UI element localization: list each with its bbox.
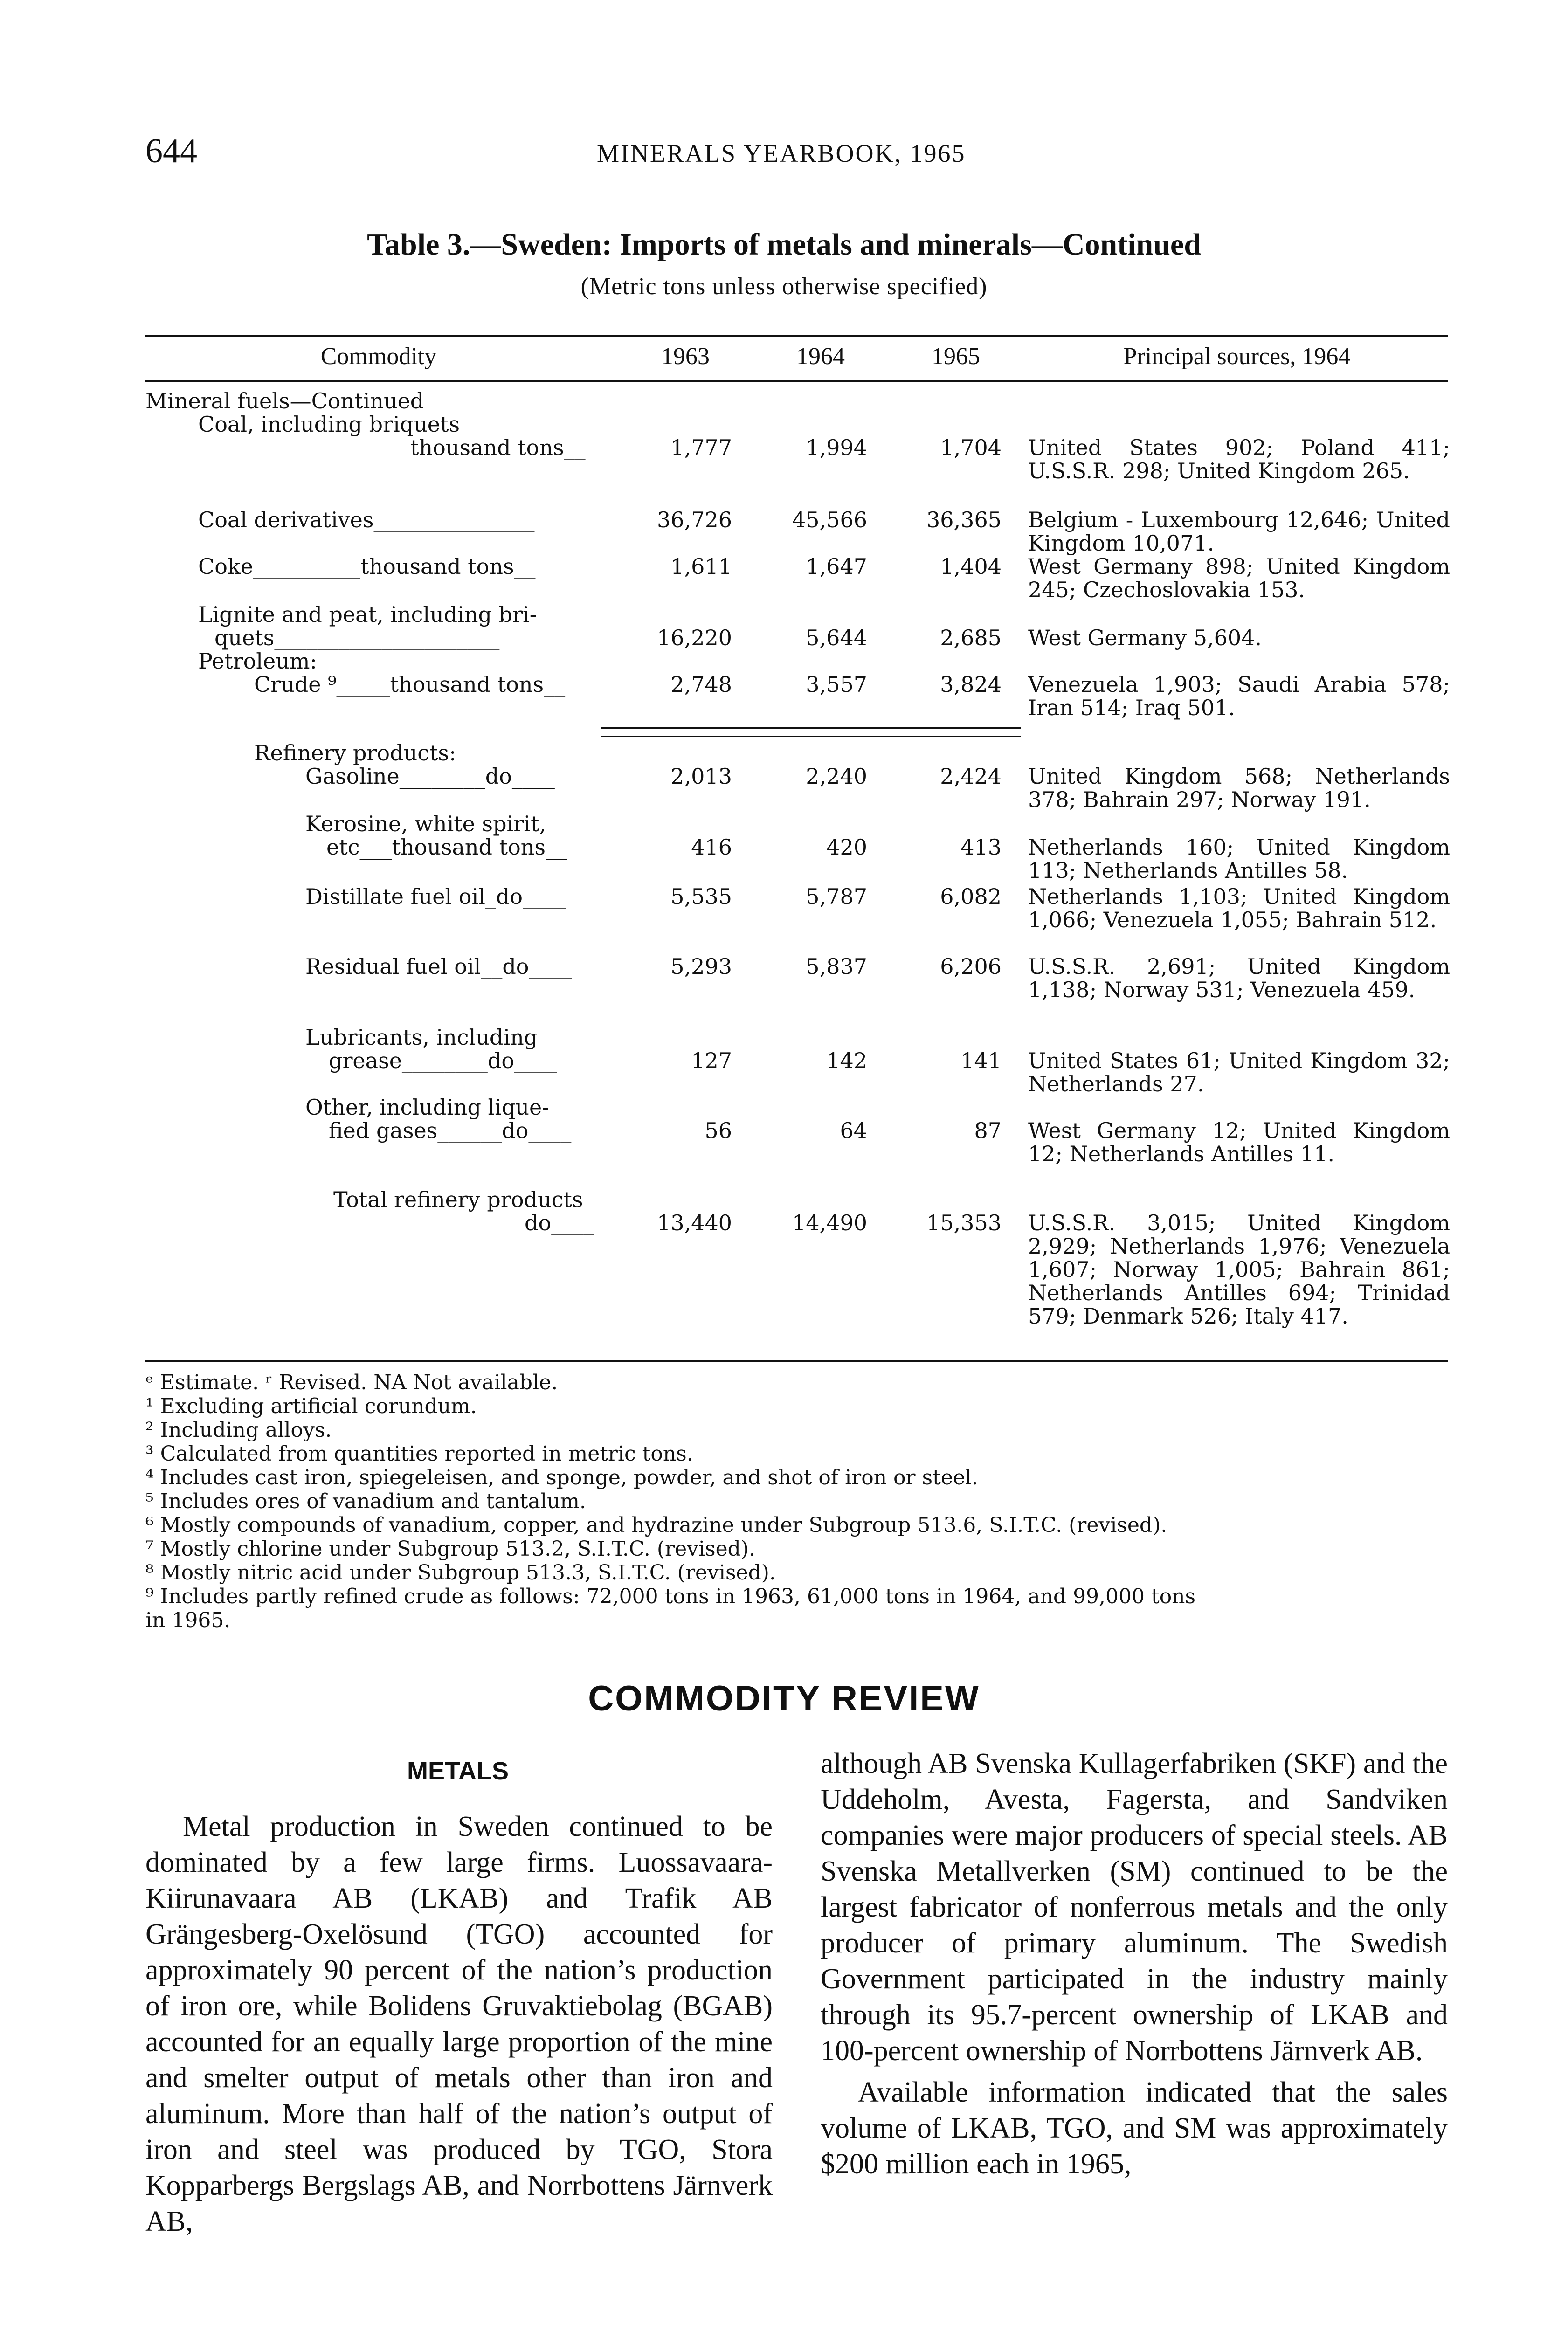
cell-1964: 5,644: [806, 625, 867, 650]
cell-1965: 2,424: [940, 764, 1002, 789]
row-label: grease________do____: [329, 1048, 558, 1073]
cell-1964: 142: [826, 1048, 867, 1073]
table-bottom-rule: [145, 1360, 1448, 1362]
row-label: Coke__________thousand tons__: [198, 554, 536, 579]
group-label: Mineral fuels—Continued: [145, 388, 424, 414]
cell-1964: 3,557: [806, 672, 867, 697]
right-column: [821, 1746, 1448, 2182]
group-label: Lignite and peat, including bri-: [198, 602, 537, 627]
row-label: quets_____________________: [214, 625, 500, 650]
separator-rule: [601, 727, 1021, 729]
body-paragraph: although AB Svenska Kullagerfabriken (SKF) and the Uddeholm, Avesta, Fagersta, and Sandviken companies were major producers of special steels. AB Svenska Metallverken (SM) continued to be the largest fabricator of nonferrous metals and the only producer of primary aluminum. The Swedish Government participated in the industry mainly through its 95.7-percent ownership of LKAB and 100-percent ownership of Norrbottens Järnverk AB.: [821, 1748, 1448, 2067]
cell-1963: 416: [691, 834, 732, 860]
cell-1963: 56: [705, 1118, 732, 1143]
cell-1963: 2,013: [670, 764, 732, 789]
subsection-heading: METALS: [407, 1757, 509, 1785]
cell-sources: U.S.S.R. 3,015; United Kingdom 2,929; Netherlands 1,976; Venezuela 1,607; Norway 1,005; Bahrain 861; Netherlands Antilles 694; Trinidad 579; Denmark 526; Italy 417.: [1028, 1210, 1450, 1329]
group-label: Coal, including briquets: [198, 412, 460, 437]
cell-1965: 1,704: [940, 435, 1002, 460]
cell-1965: 15,353: [926, 1210, 1002, 1235]
footnote: ᵉ Estimate. ʳ Revised. NA Not available.: [145, 1371, 558, 1394]
cell-1965: 87: [974, 1118, 1002, 1143]
cell-1964: 5,837: [806, 954, 867, 979]
cell-1965: 413: [960, 834, 1002, 860]
cell-1965: 141: [960, 1048, 1002, 1073]
cell-sources: United States 902; Poland 411; U.S.S.R. 298; United Kingdom 265.: [1028, 435, 1450, 483]
cell-1965: 3,824: [940, 672, 1002, 697]
row-label: etc___thousand tons__: [326, 834, 567, 860]
footnote: ⁴ Includes cast iron, spiegeleisen, and sponge, powder, and shot of iron or steel.: [145, 1466, 978, 1490]
separator-rule: [601, 736, 1021, 737]
column-header-1965: 1965: [932, 343, 980, 370]
cell-sources: West Germany 898; United Kingdom 245; Czechoslovakia 153.: [1028, 554, 1450, 602]
column-header-sources: Principal sources, 1964: [1123, 343, 1351, 370]
footnote: ¹ Excluding artificial corundum.: [145, 1394, 477, 1418]
footnote: ⁷ Mostly chlorine under Subgroup 513.2, S.I.T.C. (revised).: [145, 1537, 755, 1561]
row-label: Distillate fuel oil_do____: [305, 884, 566, 909]
footnote: ⁹ Includes partly refined crude as follows: 72,000 tons in 1963, 61,000 tons in 1964, and 99,000 tons: [145, 1585, 1196, 1608]
table-subtitle: (Metric tons unless otherwise specified): [580, 273, 988, 300]
cell-1964: 1,994: [806, 435, 867, 460]
cell-sources: West Germany 5,604.: [1028, 625, 1262, 650]
cell-sources: United Kingdom 568; Netherlands 378; Bahrain 297; Norway 191.: [1028, 764, 1450, 812]
page-number: 644: [145, 132, 197, 170]
group-label: Petroleum:: [198, 648, 317, 674]
footnote: ⁸ Mostly nitric acid under Subgroup 513.3, S.I.T.C. (revised).: [145, 1561, 776, 1585]
cell-1965: 6,082: [940, 884, 1002, 909]
cell-1964: 14,490: [792, 1210, 867, 1235]
cell-sources: Belgium - Luxembourg 12,646; United Kingdom 10,071.: [1028, 507, 1450, 556]
cell-1964: 64: [840, 1118, 867, 1143]
cell-sources: United States 61; United Kingdom 32; Netherlands 27.: [1028, 1048, 1450, 1097]
footnote: ⁵ Includes ores of vanadium and tantalum.: [145, 1490, 587, 1513]
footnotes: [145, 1371, 1448, 1632]
table-title: Table 3.—Sweden: Imports of metals and minerals—Continued: [367, 228, 1201, 262]
row-label: Residual fuel oil__do____: [305, 954, 572, 979]
running-head: MINERALS YEARBOOK, 1965: [597, 139, 966, 167]
cell-1965: 6,206: [940, 954, 1002, 979]
footnote: in 1965.: [145, 1608, 231, 1632]
cell-1963: 127: [691, 1048, 732, 1073]
cell-1963: 16,220: [657, 625, 732, 650]
row-label: thousand tons__: [410, 435, 586, 460]
group-label: Total refinery products: [333, 1187, 583, 1212]
cell-1964: 5,787: [806, 884, 867, 909]
cell-1965: 2,685: [940, 625, 1002, 650]
footnote: ² Including alloys.: [145, 1418, 332, 1442]
cell-sources: Venezuela 1,903; Saudi Arabia 578; Iran 514; Iraq 501.: [1028, 672, 1450, 720]
group-label: Kerosine, white spirit,: [305, 811, 546, 836]
cell-1963: 2,748: [670, 672, 732, 697]
row-label: Crude ⁹_____thousand tons__: [254, 672, 566, 697]
column-header-commodity: Commodity: [320, 343, 437, 370]
cell-1963: 1,777: [670, 435, 732, 460]
cell-sources: U.S.S.R. 2,691; United Kingdom 1,138; Norway 531; Venezuela 459.: [1028, 954, 1450, 1002]
group-label: Refinery products:: [254, 740, 456, 766]
cell-1964: 2,240: [806, 764, 867, 789]
cell-1965: 1,404: [940, 554, 1002, 579]
cell-sources: Netherlands 1,103; United Kingdom 1,066; Venezuela 1,055; Bahrain 512.: [1028, 884, 1450, 932]
body-paragraph: Available information indicated that the sales volume of LKAB, TGO, and SM was approximately $200 million each in 1965,: [821, 2076, 1448, 2180]
section-heading: COMMODITY REVIEW: [588, 1679, 980, 1718]
cell-sources: Netherlands 160; United Kingdom 113; Netherlands Antilles 58.: [1028, 834, 1450, 883]
footnote: ⁶ Mostly compounds of vanadium, copper, and hydrazine under Subgroup 513.6, S.I.T.C. (revised).: [145, 1513, 1167, 1537]
group-label: Other, including lique-: [305, 1095, 549, 1120]
cell-1963: 36,726: [657, 507, 732, 532]
cell-1963: 13,440: [657, 1210, 732, 1235]
column-header-1963: 1963: [661, 343, 710, 370]
column-header-1964: 1964: [796, 343, 845, 370]
body-paragraph: Metal production in Sweden continued to be dominated by a few large firms. Luossavaara-Kiirunavaara AB (LKAB) and Trafik AB Grängesberg-Oxelösund (TGO) accounted for approximately 90 percent of the nation’s production of iron ore, while Bolidens Gruvaktiebolag (BGAB) accounted for an equally large proportion of the mine and smelter output of metals other than iron and aluminum. More than half of the nation’s output of iron and steel was produced by TGO, Stora Kopparbergs Bergslags AB, and Norrbottens Järnverk AB,: [145, 1811, 773, 2237]
footnote: ³ Calculated from quantities reported in metric tons.: [145, 1442, 693, 1466]
cell-1964: 45,566: [792, 507, 867, 532]
row-label: do____: [525, 1210, 594, 1235]
cell-1965: 36,365: [926, 507, 1002, 532]
row-label: Coal derivatives_______________: [198, 507, 535, 532]
cell-1963: 5,535: [670, 884, 732, 909]
row-label: fied gases______do____: [329, 1118, 572, 1143]
row-label: Gasoline________do____: [305, 764, 555, 789]
cell-1964: 420: [826, 834, 867, 860]
group-label: Lubricants, including: [305, 1025, 538, 1050]
cell-1963: 5,293: [670, 954, 732, 979]
cell-1964: 1,647: [806, 554, 867, 579]
cell-1963: 1,611: [670, 554, 732, 579]
cell-sources: West Germany 12; United Kingdom 12; Netherlands Antilles 11.: [1028, 1118, 1450, 1166]
